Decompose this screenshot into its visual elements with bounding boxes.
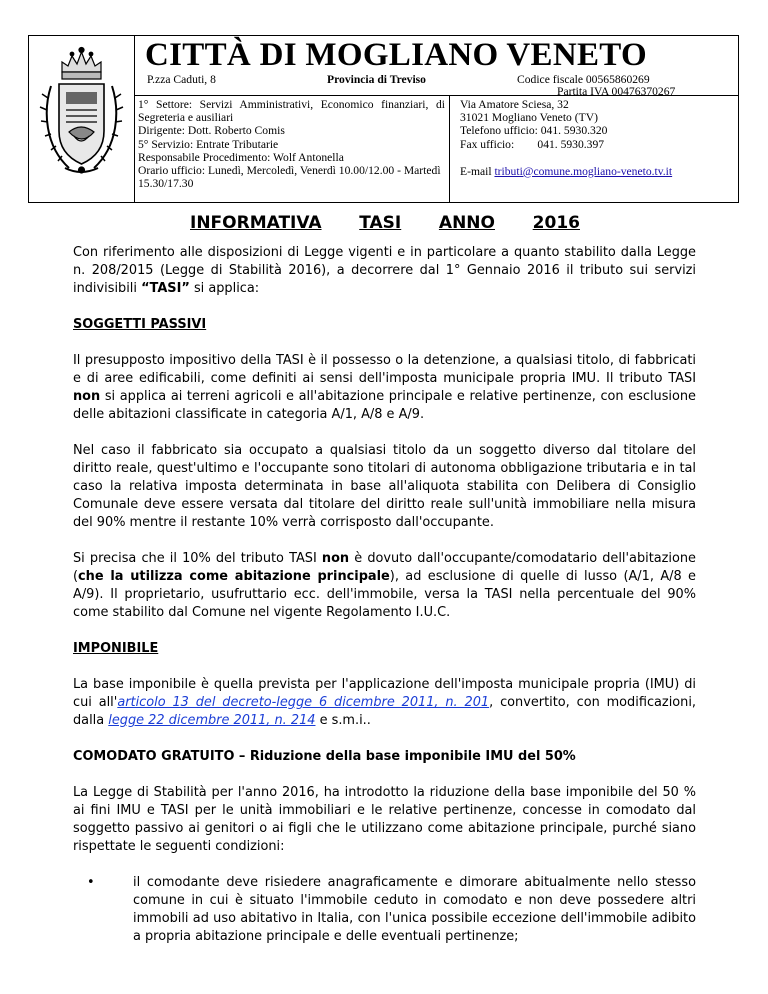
imponibile-text: La base imponibile è quella prevista per l'applicazione dell'imposta municipale propria (IMU) di cui all' — [73, 677, 696, 710]
condition-text: il comodante deve risiedere anagraficamente e dimorare abitualmente nello stesso comune in cui è situato l'immobile ceduto in comodato e non deve possedere altri immobili ad uso abitativo in Italia, con l'unica possibile eccezione dell'immobile adibito a propria abitazione principale e delle eventuali pertinenze; — [133, 875, 696, 944]
section-heading-comodato: COMODATO GRATUITO – Riduzione della base imponibile IMU del 50% — [73, 749, 576, 764]
soggetti-paragraph-1 — [73, 352, 696, 424]
department-service: 5° Servizio: Entrate Tributarie — [138, 137, 279, 151]
email-label: E-mail — [460, 164, 495, 178]
department-info — [134, 95, 450, 202]
law-link[interactable]: legge 22 dicembre 2011, n. 214 — [108, 713, 316, 728]
intro-text-end: si applica: — [189, 281, 260, 296]
soggetti-p3-bold-non: non — [321, 551, 350, 566]
title-word-anno: ANNO — [438, 213, 495, 233]
intro-tasi-bold: “TASI” — [141, 281, 190, 296]
title-word-tasi: TASI — [359, 213, 402, 233]
street-address: Via Amatore Sciesa, 32 — [460, 98, 569, 111]
soggetti-p1-text: Il presupposto impositivo della TASI è il possesso o la detenzione, a qualsiasi titolo, di fabbricati e di aree edificabili, come definiti ai sensi dell'imposta municipale propria IMU. Il tributo TASI — [73, 353, 696, 386]
office-address: P.zza Caduti, 8 — [147, 73, 216, 86]
city-title: CITTÀ DI MOGLIANO VENETO — [145, 37, 647, 73]
imponibile-paragraph — [73, 676, 696, 730]
email-link[interactable]: tributi@comune.mogliano-veneto.tv.it — [494, 164, 673, 178]
imponibile-text-end: e s.m.i.. — [315, 713, 371, 728]
soggetti-p3-bold-abitazione: che la utilizza come abitazione principale — [78, 569, 390, 584]
section-heading-soggetti: SOGGETTI PASSIVI — [73, 317, 207, 332]
contact-info — [450, 95, 738, 202]
letterhead-box — [28, 35, 739, 203]
comodato-paragraph: La Legge di Stabilità per l'anno 2016, ha introdotto la riduzione della base imponibile del 50 % ai fini IMU e TASI per le unità immobiliari e le relative pertinenze, concesse in comodato dal soggetto passivo ai genitori o ai figli che le utilizzano come abitazione principale, purché siano rispettate le seguenti condizioni: — [73, 785, 696, 854]
email-line — [460, 165, 734, 178]
department-manager: Dirigente: Dott. Roberto Comis — [138, 124, 285, 138]
soggetti-paragraph-3 — [73, 550, 696, 622]
decree-link[interactable]: articolo 13 del decreto-legge 6 dicembre 2011, n. 201 — [117, 695, 490, 710]
section-heading-imponibile: IMPONIBILE — [73, 641, 159, 656]
soggetti-p3-text-end: ), ad esclusione di quelle di lusso (A/1, A/8 e A/9). Il proprietario, usufruttario ecc. dell'immobile, versa la TASI nella percentuale del 90% come stabilito dal Comune nel vigente Regolamento I.U.C. — [73, 569, 696, 620]
province-label: Provincia di Treviso — [327, 73, 426, 86]
intro-text: Con riferimento alle disposizioni di Legge vigenti e in particolare a quanto stabilito dalla Legge n. 208/2015 (Legge di Stabilità 2016), a decorrere dal 1° Gennaio 2016 il tributo sui servizi indivisibili — [73, 245, 696, 296]
intro-paragraph — [73, 244, 696, 298]
coat-of-arms-icon — [29, 36, 134, 202]
phone-number: Telefono ufficio: 041. 5930.320 — [460, 124, 608, 138]
soggetti-p3-text-mid: è dovuto dall'occupante/comodatario dell'abitazione ( — [73, 551, 696, 584]
vat-number: Partita IVA 00476370267 — [557, 85, 676, 98]
title-word-year: 2016 — [532, 213, 580, 233]
postal-address: 31021 Mogliano Veneto (TV) — [460, 111, 598, 125]
soggetti-paragraph-2: Nel caso il fabbricato sia occupato a qualsiasi titolo da un soggetto diverso dal titolare del diritto reale, quest'ultimo e l'occupante sono titolari di autonoma obbligazione tributaria e in tal caso la relativa imposta determinata in base all'aliquota stabilita con Delibera di Consiglio Comunale deve essere versata dal titolare del diritto reale sull'unità immobiliare nella misura del 90% mentre il restante 10% verrà corrisposto dall'occupante. — [73, 443, 696, 530]
soggetti-p3-text: Si precisa che il 10% del tributo TASI — [73, 551, 322, 566]
soggetti-p1-bold: non — [73, 389, 101, 404]
office-hours: Orario ufficio: Lunedì, Mercoledì, Venerdì 10.00/12.00 - Martedì 15.30/17.30 — [138, 164, 441, 191]
coat-of-arms-cell — [29, 36, 135, 202]
procedure-manager: Responsabile Procedimento: Wolf Antonella — [138, 150, 344, 164]
imponibile-text-mid: , convertito, con modificazioni, dalla — [73, 695, 697, 728]
document-title — [190, 214, 580, 232]
department-sector: 1° Settore: Servizi Amministrativi, Economico finanziari, di Segreteria e ausiliari — [138, 98, 445, 125]
condition-list-item — [87, 874, 696, 946]
fax-number: Fax ufficio: 041. 5930.397 — [460, 137, 605, 151]
document-body — [73, 214, 696, 946]
soggetti-p1-text-end: si applica ai terreni agricoli e all'abitazione principale e relative pertinenze, con esclusione delle abitazioni classificate in categoria A/1, A/8 e A/9. — [73, 389, 696, 422]
title-word-informativa: INFORMATIVA — [190, 213, 322, 233]
fiscal-code: Codice fiscale 00565860269 — [517, 73, 650, 86]
bullet-icon: • — [87, 875, 95, 890]
